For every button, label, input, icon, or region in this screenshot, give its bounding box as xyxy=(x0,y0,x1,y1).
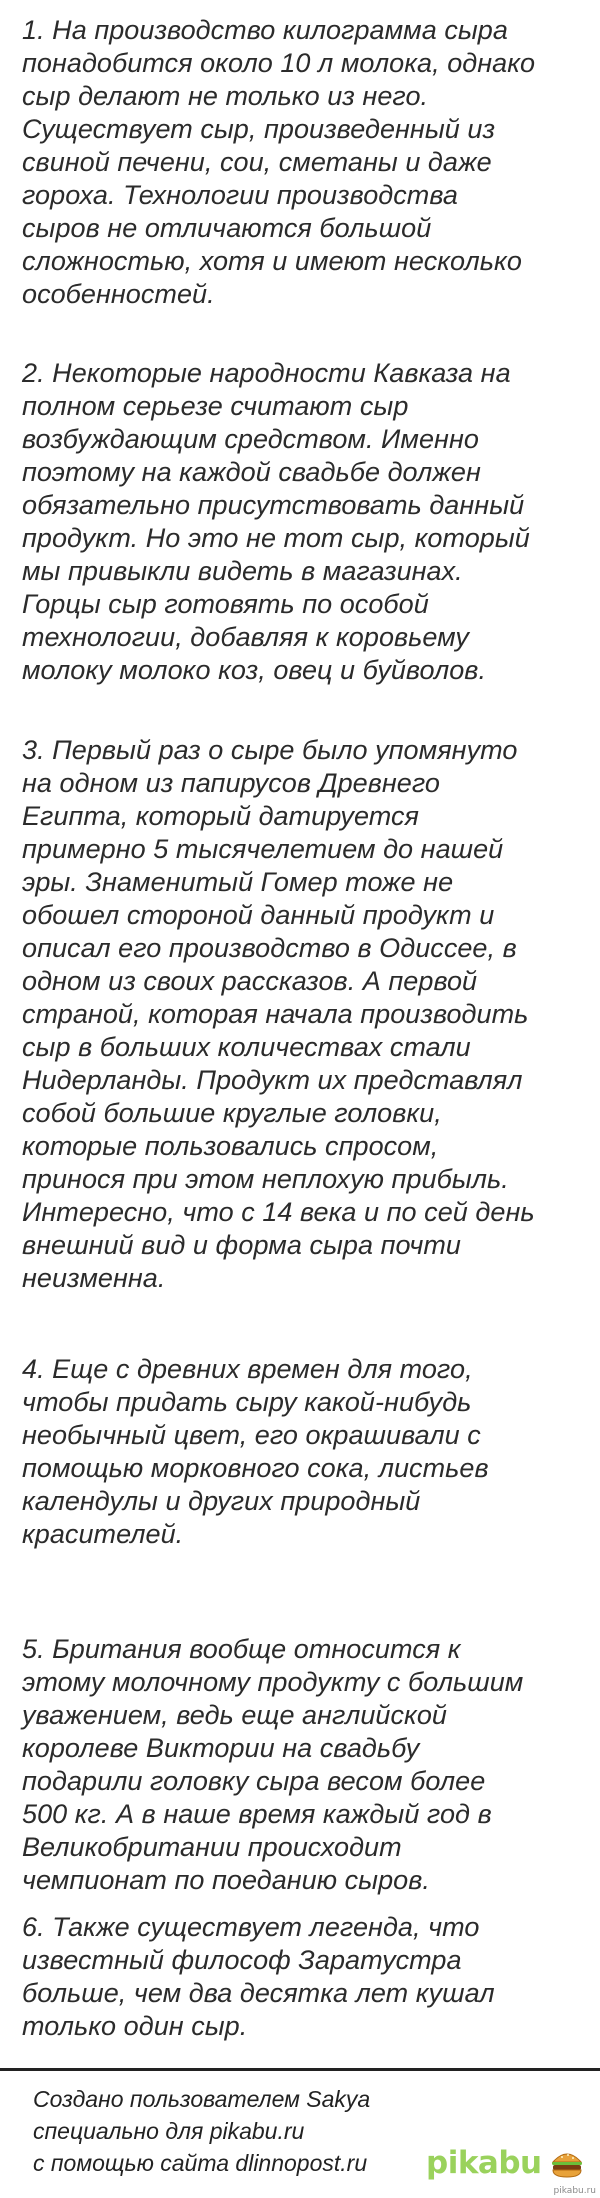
fact-line: 6. Также существует легенда, что xyxy=(22,1912,480,1942)
fact-line: понадобится около 10 л молока, однако xyxy=(22,48,536,78)
credit-line: Создано пользователем Sakya xyxy=(33,2086,371,2112)
fact-line: принося при этом неплохую прибыль. xyxy=(22,1164,509,1194)
fact-line: Существует сыр, произведенный из xyxy=(22,114,496,144)
fact-line: обошел стороной данный продукт и xyxy=(22,900,495,930)
fact-line: страной, которая начала производить xyxy=(22,999,529,1029)
fact-line: Нидерланды. Продукт их представлял xyxy=(22,1065,523,1095)
credit-line: с помощью сайта dlinnopost.ru xyxy=(33,2150,368,2176)
fact-line: одном из своих рассказов. А первой xyxy=(22,966,478,996)
fact-line: полном серьезе считают сыр xyxy=(22,391,409,421)
fact-line: гороха. Технологии производства xyxy=(22,180,458,210)
fact-line: больше, чем два десятка лет кушал xyxy=(22,1978,495,2008)
fact-line: этому молочному продукту с большим xyxy=(22,1667,524,1697)
fact-line: молоку молоко коз, овец и буйволов. xyxy=(22,655,486,685)
fact-line: уважением, ведь еще английской xyxy=(22,1700,447,1730)
fact-line: возбуждающим средством. Именно xyxy=(22,424,479,454)
fact-line: поэтому на каждой свадьбе должен xyxy=(22,457,481,487)
fact-line: эры. Знаменитый Гомер тоже не xyxy=(22,867,454,897)
fact-1 xyxy=(0,14,547,311)
logo-text: pikabu xyxy=(426,2145,542,2181)
fact-line: особенностей. xyxy=(22,279,215,309)
fact-line: на одном из папирусов Древнего xyxy=(22,768,440,798)
fact-line: свиной печени, сои, сметаны и даже xyxy=(22,147,492,177)
fact-line: Великобритании происходит xyxy=(22,1832,402,1862)
fact-5 xyxy=(0,1633,535,1897)
fact-line: продукт. Но это не тот сыр, который xyxy=(22,523,530,553)
fact-6 xyxy=(0,1911,507,2043)
fact-line: чемпионат по поеданию сыров. xyxy=(22,1865,430,1895)
fact-line: подарили головку сыра весом более xyxy=(22,1766,486,1796)
credit-line: специально для pikabu.ru xyxy=(33,2118,305,2144)
fact-line: 500 кг. А в наше время каждый год в xyxy=(22,1799,492,1829)
fact-line: 5. Британия вообще относится к xyxy=(22,1634,461,1664)
fact-line: внешний вид и форма сыра почти xyxy=(22,1230,461,1260)
fact-line: сложностью, хотя и имеют несколько xyxy=(22,246,522,276)
fact-line: сыр в больших количествах стали xyxy=(22,1032,471,1062)
fact-line: мы привыкли видеть в магазинах. xyxy=(22,556,463,586)
footer-credits xyxy=(33,2083,370,2179)
fact-line: технологии, добавляя к коровьему xyxy=(22,622,469,652)
fact-line: примерно 5 тысячелетием до нашей xyxy=(22,834,504,864)
fact-line: известный философ Заратустра xyxy=(22,1945,462,1975)
fact-line: Горцы сыр готовять по особой xyxy=(22,589,429,619)
fact-line: необычный цвет, его окрашивали с xyxy=(22,1420,481,1450)
fact-line: 3. Первый раз о сыре было упомянуто xyxy=(22,735,518,765)
fact-line: Египта, который датируется xyxy=(22,801,419,831)
pikabu-logo[interactable] xyxy=(426,2147,591,2187)
fact-line: которые пользовались спросом, xyxy=(22,1131,439,1161)
fact-line: сыр делают не только из него. xyxy=(22,81,429,111)
fact-line: неизменна. xyxy=(22,1263,166,1293)
fact-line: красителей. xyxy=(22,1519,184,1549)
fact-line: собой большие круглые головки, xyxy=(22,1098,442,1128)
fact-line: чтобы придать сыру какой-нибудь xyxy=(22,1387,472,1417)
fact-line: королеве Виктории на свадьбу xyxy=(22,1733,420,1763)
fact-line: 2. Некоторые народности Кавказа на xyxy=(22,358,511,388)
fact-line: сыров не отличаются большой xyxy=(22,213,432,243)
fact-line: календулы и других природный xyxy=(22,1486,421,1516)
fact-line: только один сыр. xyxy=(22,2011,248,2041)
fact-4 xyxy=(0,1353,501,1551)
fact-line: 1. На производство килограмма сыра xyxy=(22,15,508,45)
footer-divider xyxy=(0,2068,600,2071)
fact-3 xyxy=(0,734,547,1295)
fact-line: обязательно присутствовать данный xyxy=(22,490,525,520)
fact-line: описал его производство в Одиссее, в xyxy=(22,933,517,963)
fact-line: 4. Еще с древних времен для того, xyxy=(22,1354,473,1384)
fact-line: помощью морковного сока, листьев xyxy=(22,1453,489,1483)
burger-icon xyxy=(550,2149,584,2179)
fact-line: Интересно, что с 14 века и по сей день xyxy=(22,1197,535,1227)
fact-2 xyxy=(0,357,542,687)
watermark: pikabu.ru xyxy=(553,2186,596,2196)
